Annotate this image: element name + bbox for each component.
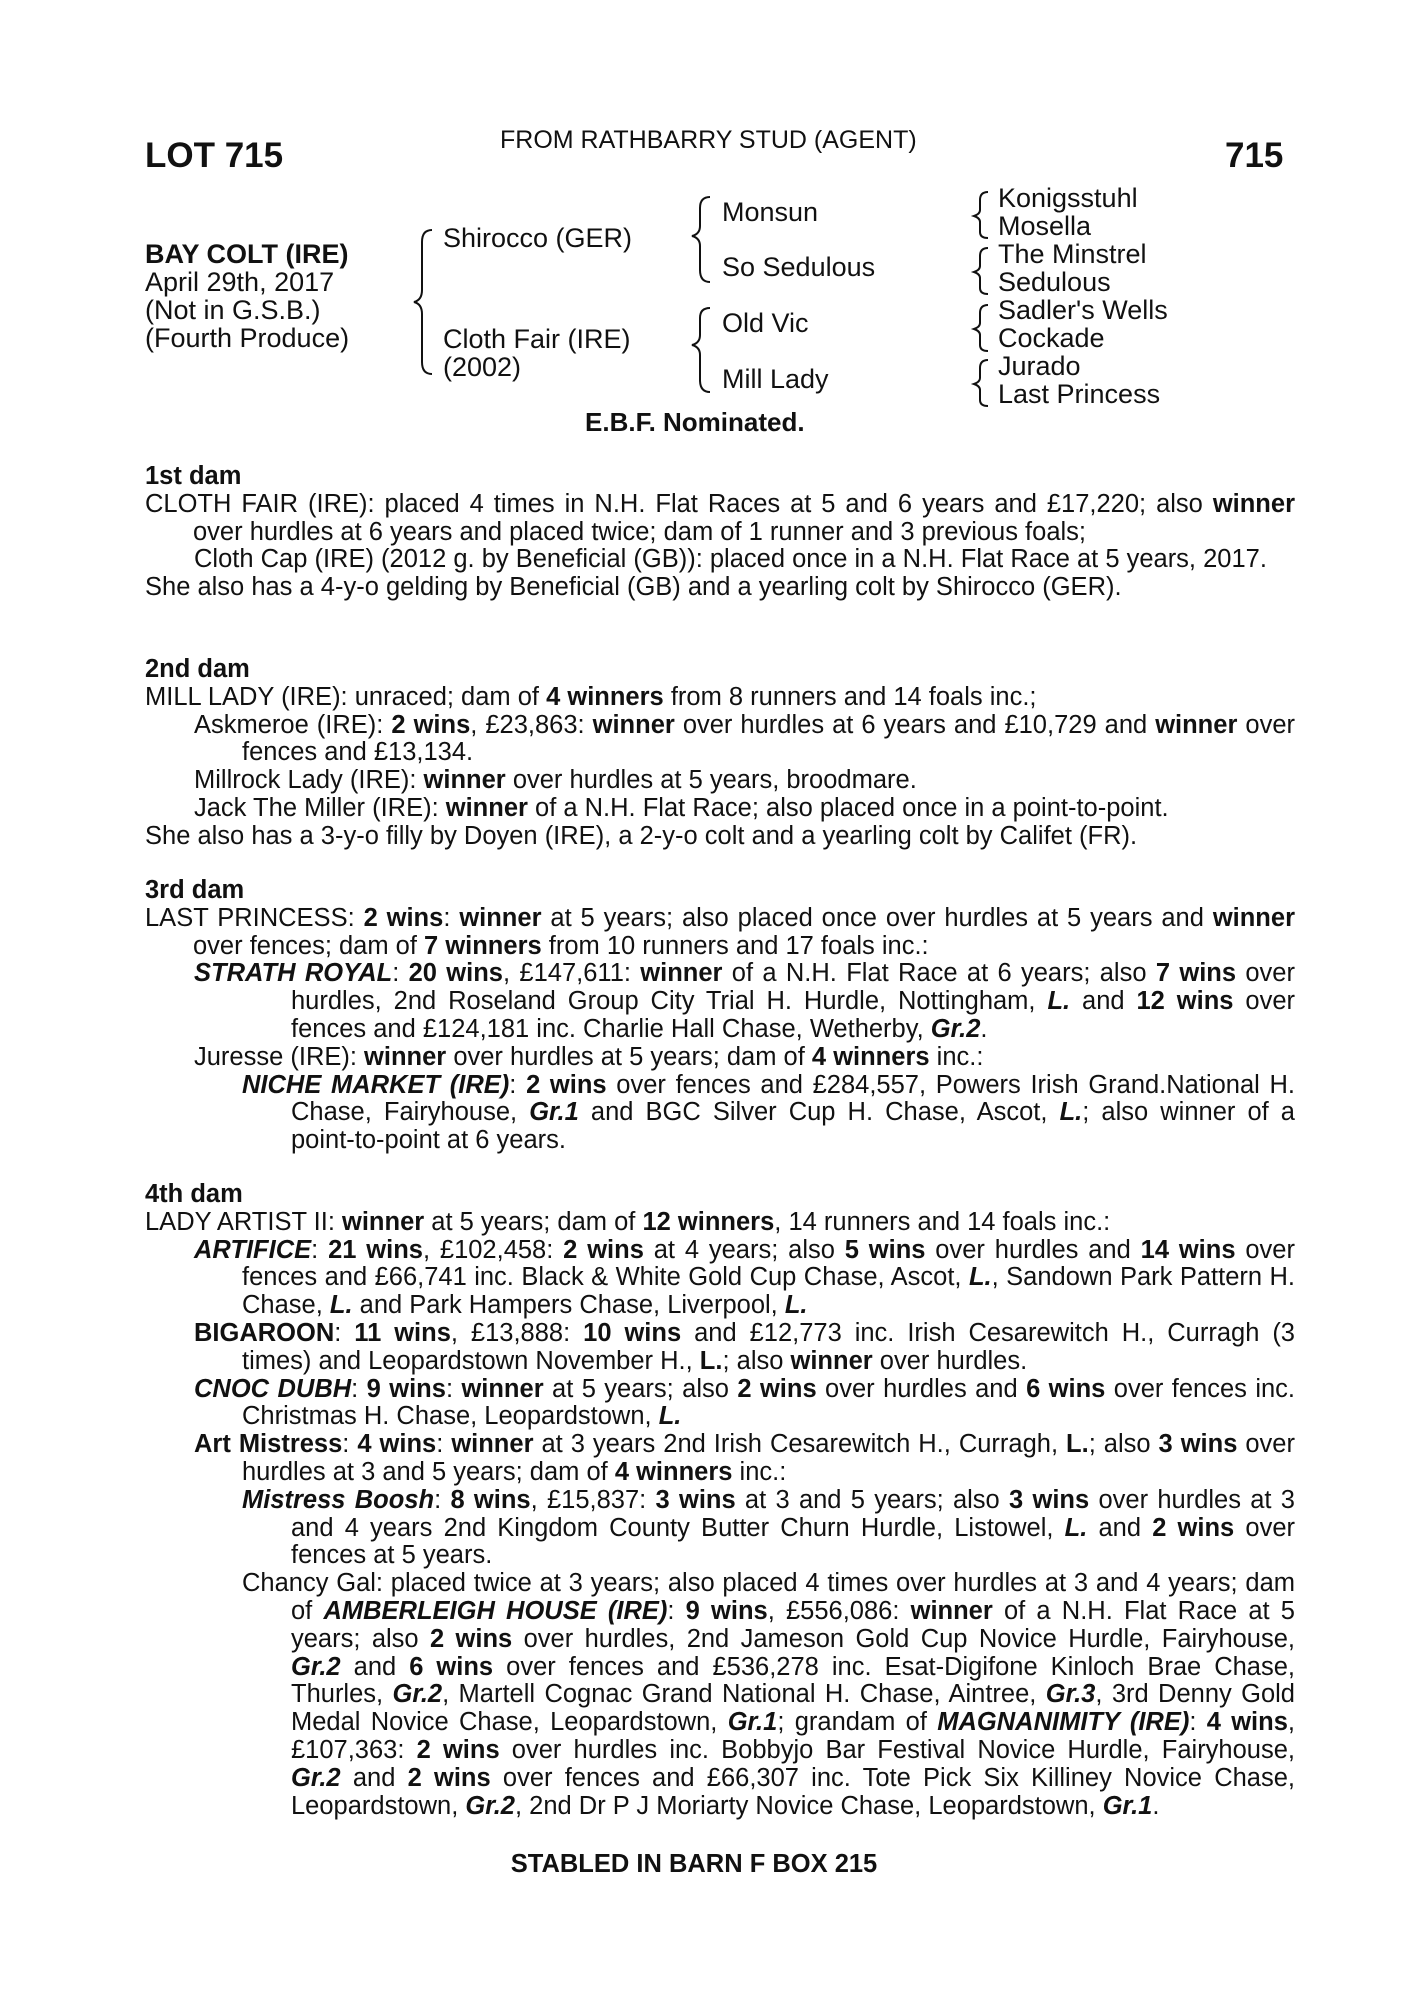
dam-entry: LADY ARTIST II: winner at 5 years; dam of 12 winners, 14 runners and 14 foals inc.: — [145, 1207, 1111, 1236]
pedigree-braces — [0, 0, 1428, 420]
ancestor-g7: Jurado — [998, 351, 1081, 381]
dam-note: She also has a 4-y-o gelding by Beneficial (GB) and a yearling colt by Shirocco (GER). — [145, 573, 1122, 602]
dam-year: (2002) — [443, 352, 522, 382]
fourth-dam-section — [145, 1181, 1295, 1820]
produce-entry: CNOC DUBH: 9 wins: winner at 5 years; also 2 wins over hurdles and 6 wins over fences inc. Christmas H. Chase, Leopardstown, L. — [194, 1374, 1296, 1431]
sire-name: Shirocco (GER) — [443, 223, 633, 253]
ancestor-g3: The Minstrel — [998, 239, 1147, 269]
produce-number: (Fourth Produce) — [145, 323, 350, 353]
produce-entry: Mistress Boosh: 8 wins, £15,837: 3 wins at 3 and 5 years; also 3 wins over hurdles at 3 and 4 years 2nd Kingdom County Butter Churn Hurdle, Listowel, L. and 2 wins over fences at 5 years. — [242, 1485, 1295, 1570]
second-dam-section — [145, 656, 1295, 851]
first-dam-section — [145, 463, 1295, 602]
produce-entry: Jack The Miller (IRE): winner of a N.H. Flat Race; also placed once in a point-to-point. — [194, 793, 1169, 822]
produce-entry: Chancy Gal: placed twice at 3 years; also placed 4 times over hurdles at 3 and 4 years; dam of AMBERLEIGH HOUSE (IRE): 9 wins, £556,086: winner of a N.H. Flat Race at 5 years; also 2 wins over hurdles, 2nd Jameson Gold Cup Novice Hurdle, Fairyhouse, Gr.2 and 6 wins over fences and £536,278 inc. Esat-Digifone Kinloch Brae Chase, Thurles, Gr.2, Martell Cognac Grand National H. Chase, Aintree, Gr.3, 3rd Denny Gold Medal Novice Chase, Leopardstown, Gr.1; grandam of MAGNANIMITY (IRE): 4 wins, £107,363: 2 wins over hurdles inc. Bobbyjo Bar Festival Novice Hurdle, Fairyhouse, Gr.2 and 2 wins over fences and £66,307 inc. Tote Pick Six Killiney Novice Chase, Leopardstown, Gr.2, 2nd Dr P J Moriarty Novice Chase, Leopardstown, Gr.1. — [242, 1569, 1296, 1820]
foaling-date: April 29th, 2017 — [145, 267, 335, 297]
dam-entry: CLOTH FAIR (IRE): placed 4 times in N.H. Flat Races at 5 and 6 years and £17,220; also winner over hurdles at 6 years and placed twice; dam of 1 runner and 3 previous foals; — [145, 489, 1295, 546]
section-heading: 2nd dam — [145, 655, 250, 683]
produce-entry: Juresse (IRE): winner over hurdles at 5 years; dam of 4 winners inc.: — [194, 1042, 984, 1071]
produce-entry: BIGAROON: 11 wins, £13,888: 10 wins and £12,773 inc. Irish Cesarewitch H., Curragh (3 times) and Leopardstown November H., L.; also winner over hurdles. — [194, 1318, 1295, 1375]
third-dam-section — [145, 877, 1295, 1155]
produce-entry: Millrock Lady (IRE): winner over hurdles at 5 years, broodmare. — [194, 766, 917, 795]
section-heading: 3rd dam — [145, 876, 245, 904]
produce-entry: Cloth Cap (IRE) (2012 g. by Beneficial (GB)): placed once in a N.H. Flat Race at 5 years, 2017. — [194, 545, 1267, 574]
sire-sire: Monsun — [722, 197, 819, 227]
dam-name: Cloth Fair (IRE) — [443, 324, 631, 354]
gsb-status: (Not in G.S.B.) — [145, 295, 321, 325]
dam-entry: MILL LADY (IRE): unraced; dam of 4 winners from 8 runners and 14 foals inc.; — [145, 682, 1037, 711]
produce-entry: NICHE MARKET (IRE): 2 wins over fences and £284,557, Powers Irish Grand.National H. Chase, Fairyhouse, Gr.1 and BGC Silver Cup H. Chase, Ascot, L.; also winner of a point-to-point at 6 years. — [242, 1070, 1296, 1155]
ebf-nomination: E.B.F. Nominated. — [585, 407, 805, 437]
ancestor-g6: Cockade — [998, 323, 1105, 353]
dam-entry: LAST PRINCESS: 2 wins: winner at 5 years; also placed once over hurdles at 5 years and winner over fences; dam of 7 winners from 10 runners and 17 foals inc.: — [145, 903, 1295, 960]
ancestor-g4: Sedulous — [998, 267, 1111, 297]
produce-entry: Art Mistress: 4 wins: winner at 3 years 2nd Irish Cesarewitch H., Curragh, L.; also 3 wins over hurdles at 3 and 5 years; dam of 4 winners inc.: — [194, 1430, 1295, 1486]
section-heading: 1st dam — [145, 462, 242, 490]
stabling-info: STABLED IN BARN F BOX 215 — [510, 1850, 878, 1878]
dam-dam: Mill Lady — [722, 364, 829, 394]
produce-entry: ARTIFICE: 21 wins, £102,458: 2 wins at 4 years; also 5 wins over hurdles and 14 wins over fences and £66,741 inc. Black & White Gold Cup Chase, Ascot, L., Sandown Park Pattern H. Chase, L. and Park Hampers Chase, Liverpool, L. — [194, 1235, 1295, 1320]
ancestor-g2: Mosella — [998, 211, 1092, 241]
horse-name: BAY COLT (IRE) — [145, 239, 349, 269]
section-heading: 4th dam — [145, 1180, 243, 1208]
sire-dam: So Sedulous — [722, 252, 876, 282]
dam-note: She also has a 3-y-o filly by Doyen (IRE), a 2-y-o colt and a yearling colt by Califet (FR). — [145, 821, 1138, 850]
ancestor-g8: Last Princess — [998, 379, 1161, 409]
produce-entry: Askmeroe (IRE): 2 wins, £23,863: winner over hurdles at 6 years and £10,729 and winner over fences and £13,134. — [194, 710, 1295, 767]
dam-sire: Old Vic — [722, 308, 809, 338]
produce-entry: STRATH ROYAL: 20 wins, £147,611: winner of a N.H. Flat Race at 6 years; also 7 wins over hurdles, 2nd Roseland Group City Trial H. Hurdle, Nottingham, L. and 12 wins over fences and £124,181 inc. Charlie Hall Chase, Wetherby, Gr.2. — [194, 959, 1295, 1043]
lot-number: 715 — [1225, 136, 1284, 175]
vendor-name: FROM RATHBARRY STUD (AGENT) — [500, 126, 917, 154]
ancestor-g1: Konigsstuhl — [998, 183, 1138, 213]
ancestor-g5: Sadler's Wells — [998, 295, 1168, 325]
lot-label: LOT 715 — [145, 136, 284, 175]
